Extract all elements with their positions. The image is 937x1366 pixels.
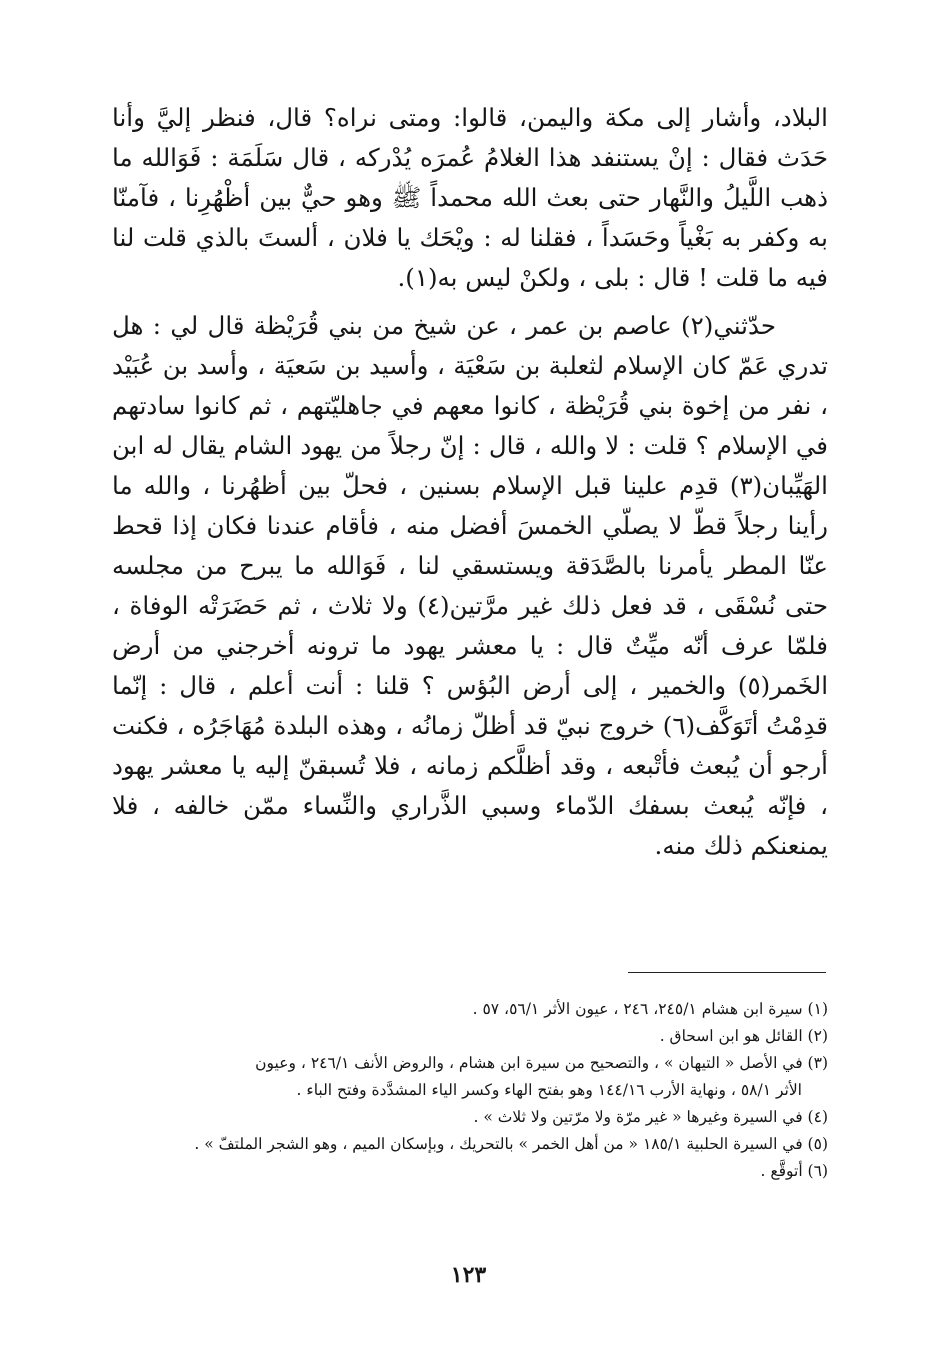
footnote-separator xyxy=(628,972,826,973)
footnote-2: (٢) القائل هو ابن اسحاق . xyxy=(659,1027,828,1045)
footnote-3: (٣) في الأصل « التيهان » ، والتصحيح من سيرة ابن هشام ، والروض الأنف ٢٤٦/١ ، وعيون xyxy=(255,1054,828,1072)
footnote-4: (٤) في السيرة وغيرها « غير مرّة ولا مرّتين ولا ثلاث » . xyxy=(473,1108,828,1126)
page-number: ١٢٣ xyxy=(450,1262,487,1288)
footnotes xyxy=(112,996,828,1185)
footnote-3-continued: الأثر ٥٨/١ ، ونهاية الأرب ١٤٤/١٦ وهو بفتح الهاء وكسر الياء المشدَّدة وفتح الباء . xyxy=(296,1081,802,1099)
paragraph-1: البلاد، وأشار إلى مكة واليمن، قالوا: ومتى نراه؟ قال، فنظر إليَّ وأنا حَدَث فقال : إنْ يستنفد هذا الغلامُ عُمرَه يُدْركه ، قال سَلَمَة : فَوَالله ما ذهب اللَّيلُ والنَّهار حتى بعث الله محمداً ﷺ وهو حيٌّ بين أظْهُرِنا ، فآمنّا به وكفر به بَغْياً وحَسَداً ، فقلنا له : ويْحَك يا فلان ، ألستَ بالذي قلت لنا فيه ما قلت ! قال : بلى ، ولكنْ ليس به(١). xyxy=(112,103,828,292)
footnote-1: (١) سيرة ابن هشام ٢٤٥/١، ٢٤٦ ، عيون الأثر ٥٦/١، ٥٧ . xyxy=(472,1000,828,1018)
footnote-6: (٦) أتوقَّع . xyxy=(760,1162,828,1180)
paragraph-2: حدّثني(٢) عاصم بن عمر ، عن شيخ من بني قُرَيْظة قال لي : هل تدري عَمّ كان الإسلام لثعلبة بن سَعْيَة ، وأسيد بن سَعيَة ، وأسد بن عُبَيْد ، نفر من إخوة بني قُرَيْظة ، كانوا معهم في جاهليّتهم ، ثم كانوا سادتهم في الإسلام ؟ قلت : لا والله ، قال : إنّ رجلاً من يهود الشام يقال له ابن الهَيِّبان(٣) قدِم علينا قبل الإسلام بسنين ، فحلّ بين أظهُرنا ، والله ما رأينا رجلاً قطّ لا يصلّي الخمسَ أفضل منه ، فأقام عندنا فكان إذا قحط عنّا المطر يأمرنا بالصَّدَقة ويستسقي لنا ، فَوَالله ما يبرح من مجلسه حتى نُسْقَى ، قد فعل ذلك غير مرَّتين(٤) ولا ثلاث ، ثم حَضَرَتْه الوفاة ، فلمّا عرف أنّه ميِّتٌ قال : يا معشر يهود ما ترونه أخرجني من أرض الخَمر(٥) والخمير ، إلى أرض البُؤس ؟ قلنا : أنت أعلم ، قال : إنّما قدِمْتُ أتَوَكَّف(٦) خروج نبيّ قد أظلّ زمانُه ، وهذه البلدة مُهَاجَرُه ، فكنت أرجو أن يُبعث فأتْبعه ، وقد أظلَّكم زمانه ، فلا تُسبقنّ إليه يا معشر يهود ، فإنّه يُبعث بسفك الدّماء وسبي الذَّراري والنِّساء ممّن خالفه ، فلا يمنعنكم ذلك منه. xyxy=(112,311,829,860)
footnote-5: (٥) في السيرة الحلبية ١٨٥/١ « من أهل الخمر » بالتحريك ، وبإسكان الميم ، وهو الشجر الملتفّ » . xyxy=(194,1135,828,1153)
main-text xyxy=(112,98,828,866)
